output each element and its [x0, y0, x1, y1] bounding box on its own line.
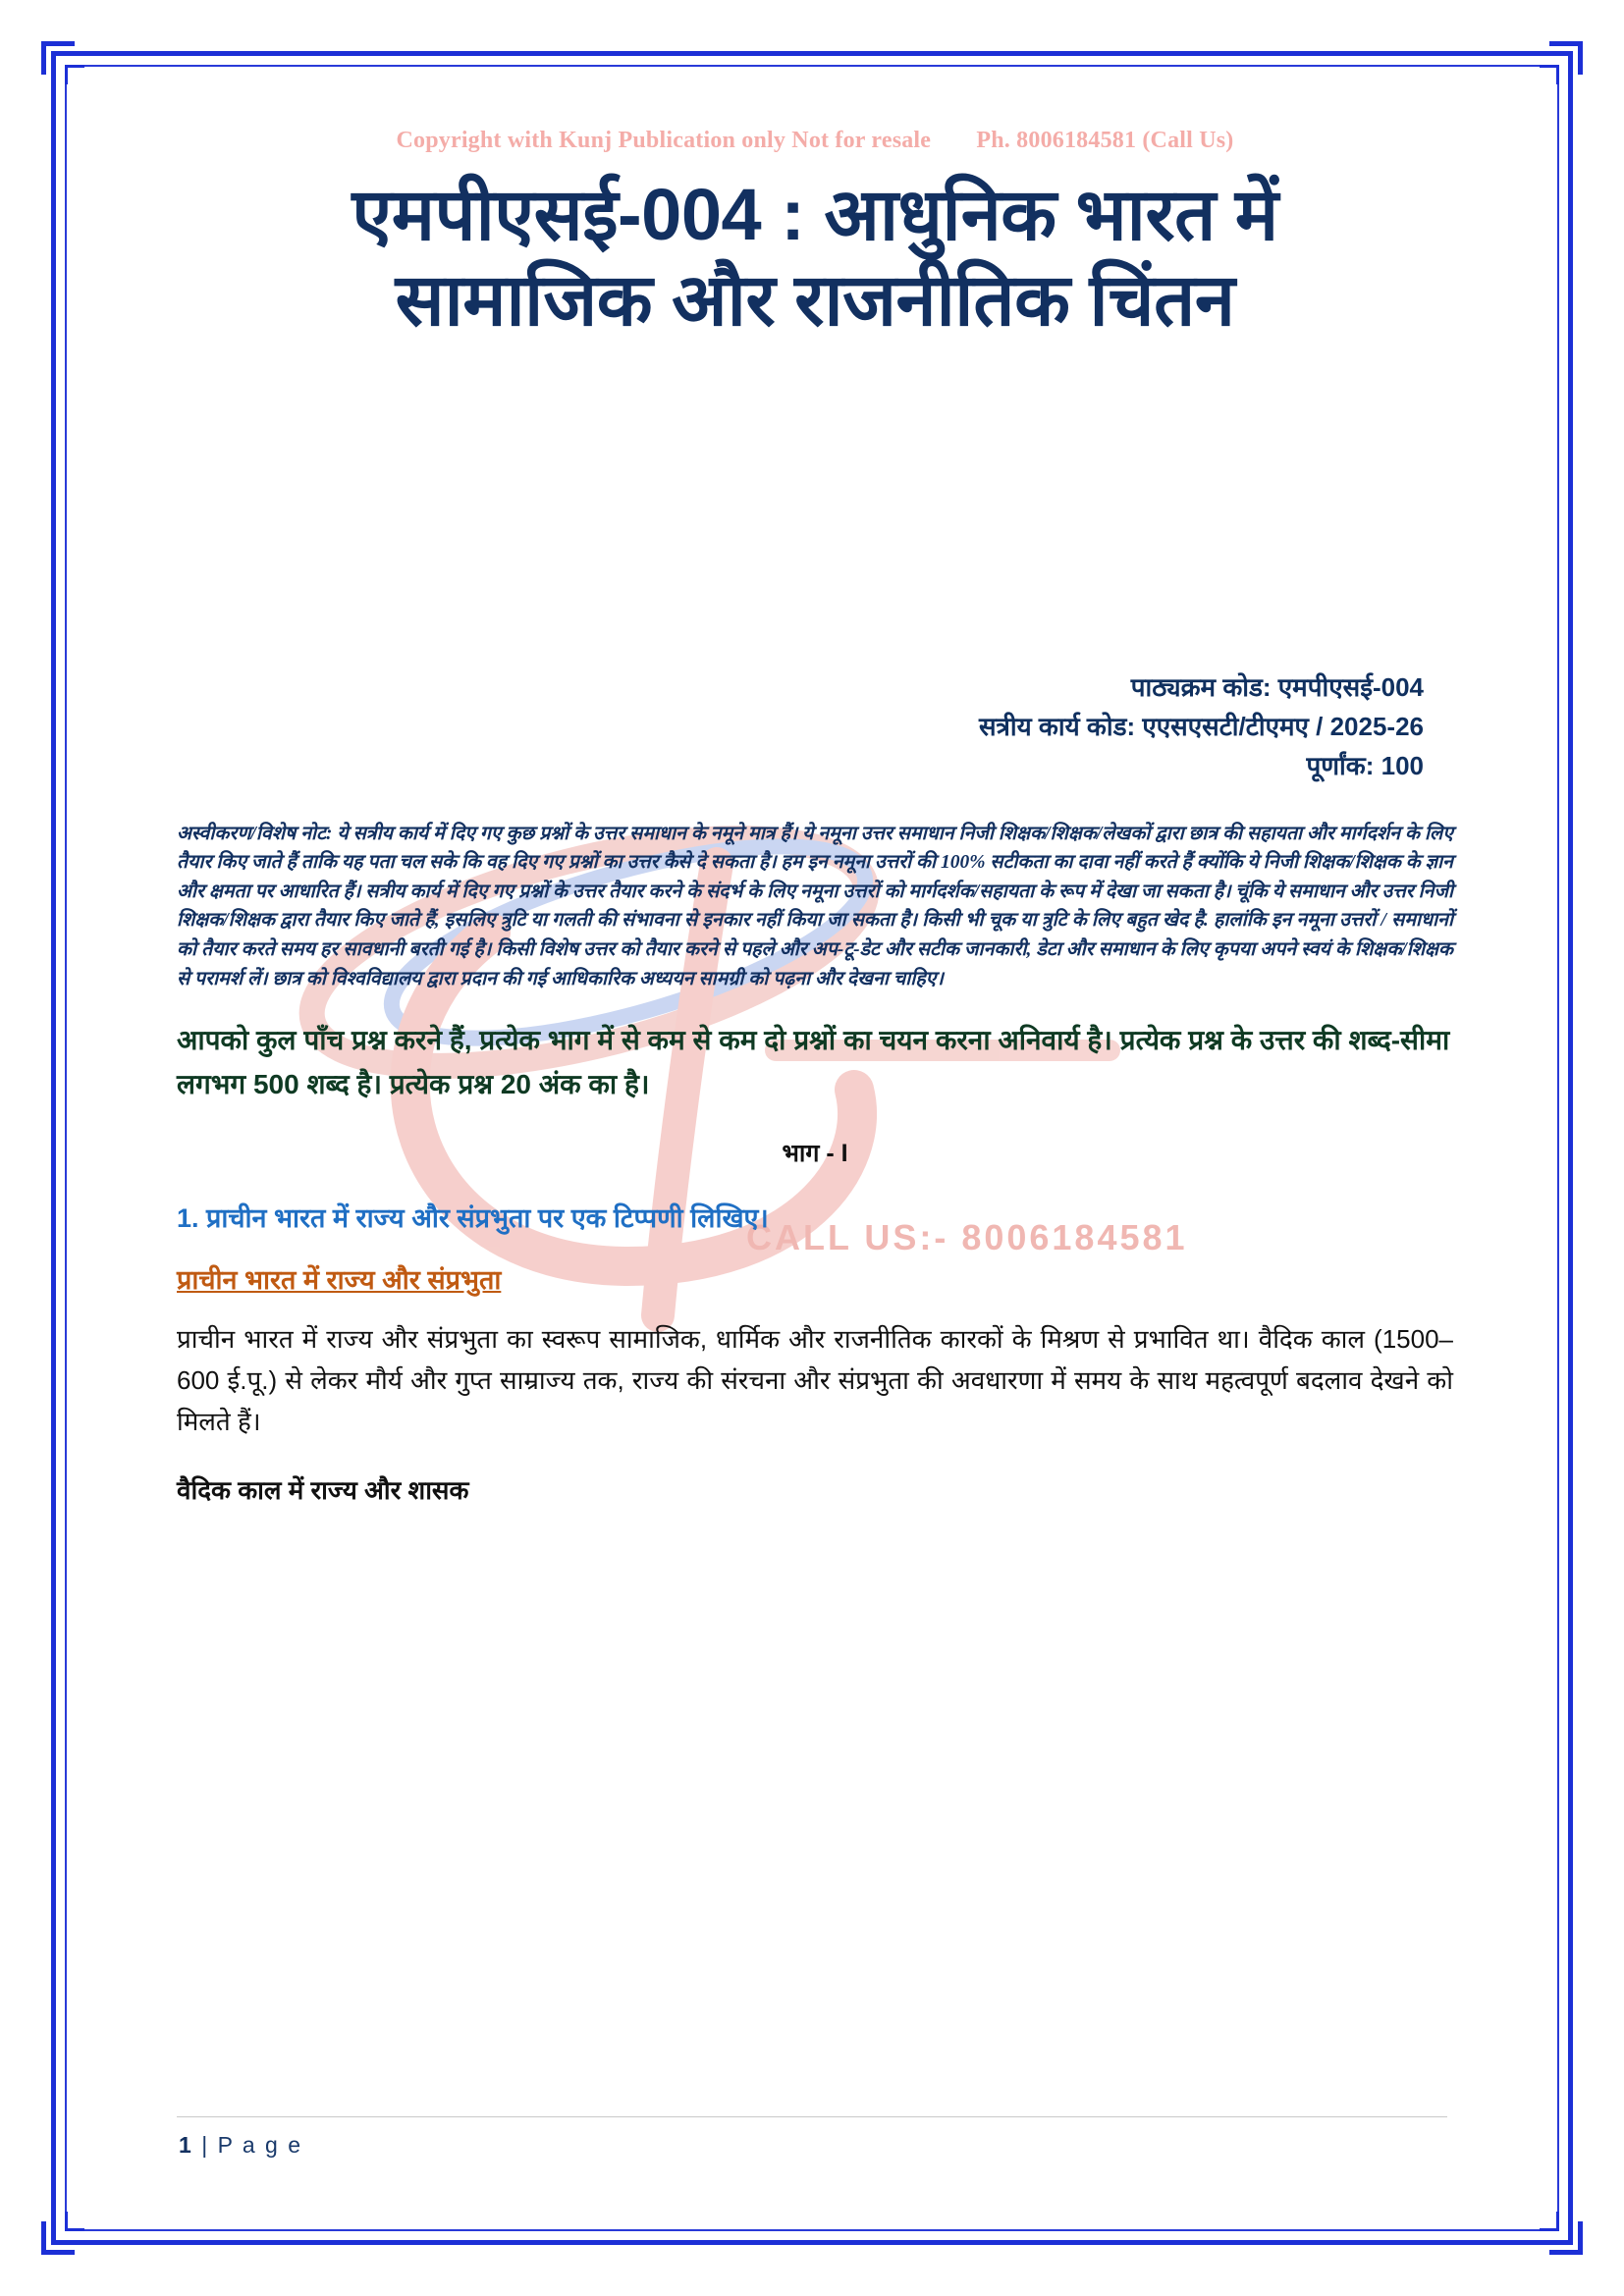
- part-heading: भाग - I: [782, 1139, 848, 1167]
- answer-paragraph: प्राचीन भारत में राज्य और संप्रभुता का स्वरूप सामाजिक, धार्मिक और राजनीतिक कारकों के मिश्रण से प्रभावित था। वैदिक काल (1500–600 ई.पू.) से लेकर मौर्य और गुप्त साम्राज्य तक, राज्य की संरचना और संप्रभुता की अवधारणा में समय के साथ महत्वपूर्ण बदलाव देखने को मिलते हैं।: [177, 1323, 1453, 1436]
- footer-separator: |: [201, 2132, 210, 2158]
- total-marks: पूर्णांक: 100: [1306, 751, 1424, 781]
- footer-page-label: P a g e: [217, 2132, 303, 2158]
- page-footer: [179, 2132, 302, 2159]
- corner-mark-inner-top-right: [1540, 65, 1559, 84]
- publisher-phone: Ph. 8006184581 (Call Us): [976, 128, 1234, 153]
- corner-mark-inner-bottom-left: [65, 2212, 84, 2231]
- watermark-call-text: CALL US:- 8006184581: [746, 1217, 1188, 1257]
- footer-page-number: 1: [179, 2132, 193, 2158]
- footer-divider: [177, 2116, 1447, 2117]
- answer-section-heading: वैदिक काल में राज्य और शासक: [177, 1475, 469, 1506]
- page-title: एमपीएसई-004 : आधुनिक भारत में सामाजिक और राजनीतिक चिंतन: [352, 174, 1278, 342]
- assignment-meta: [177, 667, 1453, 786]
- corner-mark-inner-top-left: [65, 65, 84, 84]
- disclaimer-note: अस्वीकरण/विशेष नोट: ये सत्रीय कार्य में दिए गए कुछ प्रश्नों के उत्तर समाधान के नमूने मात्र हैं। ये नमूना उत्तर समाधान निजी शिक्षक/शिक्षक/लेखकों द्वारा छात्र की सहायता और मार्गदर्शन के लिए तैयार किए जाते हैं ताकि यह पता चल सके कि वह दिए गए प्रश्नों का उत्तर कैसे दे सकता है। हम इन नमूना उत्तरों की 100% सटीकता का दावा नहीं करते हैं क्योंकि ये निजी शिक्षक/शिक्षक के ज्ञान और क्षमता पर आधारित हैं। सत्रीय कार्य में दिए गए प्रश्नों के उत्तर तैयार करने के संदर्भ के लिए नमूना उत्तरों को मार्गदर्शक/सहायता के रूप में देखा जा सकता है। चूंकि ये समाधान और उत्तर निजी शिक्षक/शिक्षक द्वारा तैयार किए जाते हैं, इसलिए त्रुटि या गलती की संभावना से इनकार नहीं किया जा सकता है। किसी भी चूक या त्रुटि के लिए बहुत खेद है. हालांकि इन नमूना उत्तरों / समाधानों को तैयार करते समय हर सावधानी बरती गई है। किसी विशेष उत्तर को तैयार करने से पहले और अप-टू-डेट और सटीक जानकारी, डेटा और समाधान के लिए कृपया अपने स्वयं के शिक्षक/शिक्षक से परामर्श लें। छात्र को विश्वविद्यालय द्वारा प्रदान की गई आधिकारिक अध्ययन सामग्री को पढ़ना और देखना चाहिए।: [177, 823, 1453, 989]
- answer-subheading: प्राचीन भारत में राज्य और संप्रभुता: [177, 1264, 502, 1295]
- copyright-text: Copyright with Kunj Publication only Not for resale: [396, 128, 932, 153]
- document-body: [177, 128, 1453, 1507]
- exam-instructions: आपको कुल पाँच प्रश्न करने हैं, प्रत्येक भाग में से कम से कम दो प्रश्नों का चयन करना अनिवार्य है। प्रत्येक प्रश्न के उत्तर की शब्द-सीमा लगभग 500 शब्द है। प्रत्येक प्रश्न 20 अंक का है।: [177, 1025, 1450, 1099]
- copyright-notice: [177, 128, 1453, 154]
- assignment-code: सत्रीय कार्य कोड: एएसएसटी/टीएमए / 2025-26: [978, 711, 1424, 741]
- question-1: 1. प्राचीन भारत में राज्य और संप्रभुता पर एक टिप्पणी लिखिए।: [177, 1202, 769, 1233]
- corner-mark-inner-bottom-right: [1540, 2212, 1559, 2231]
- course-code: पाठ्यक्रम कोड: एमपीएसई-004: [1130, 671, 1424, 702]
